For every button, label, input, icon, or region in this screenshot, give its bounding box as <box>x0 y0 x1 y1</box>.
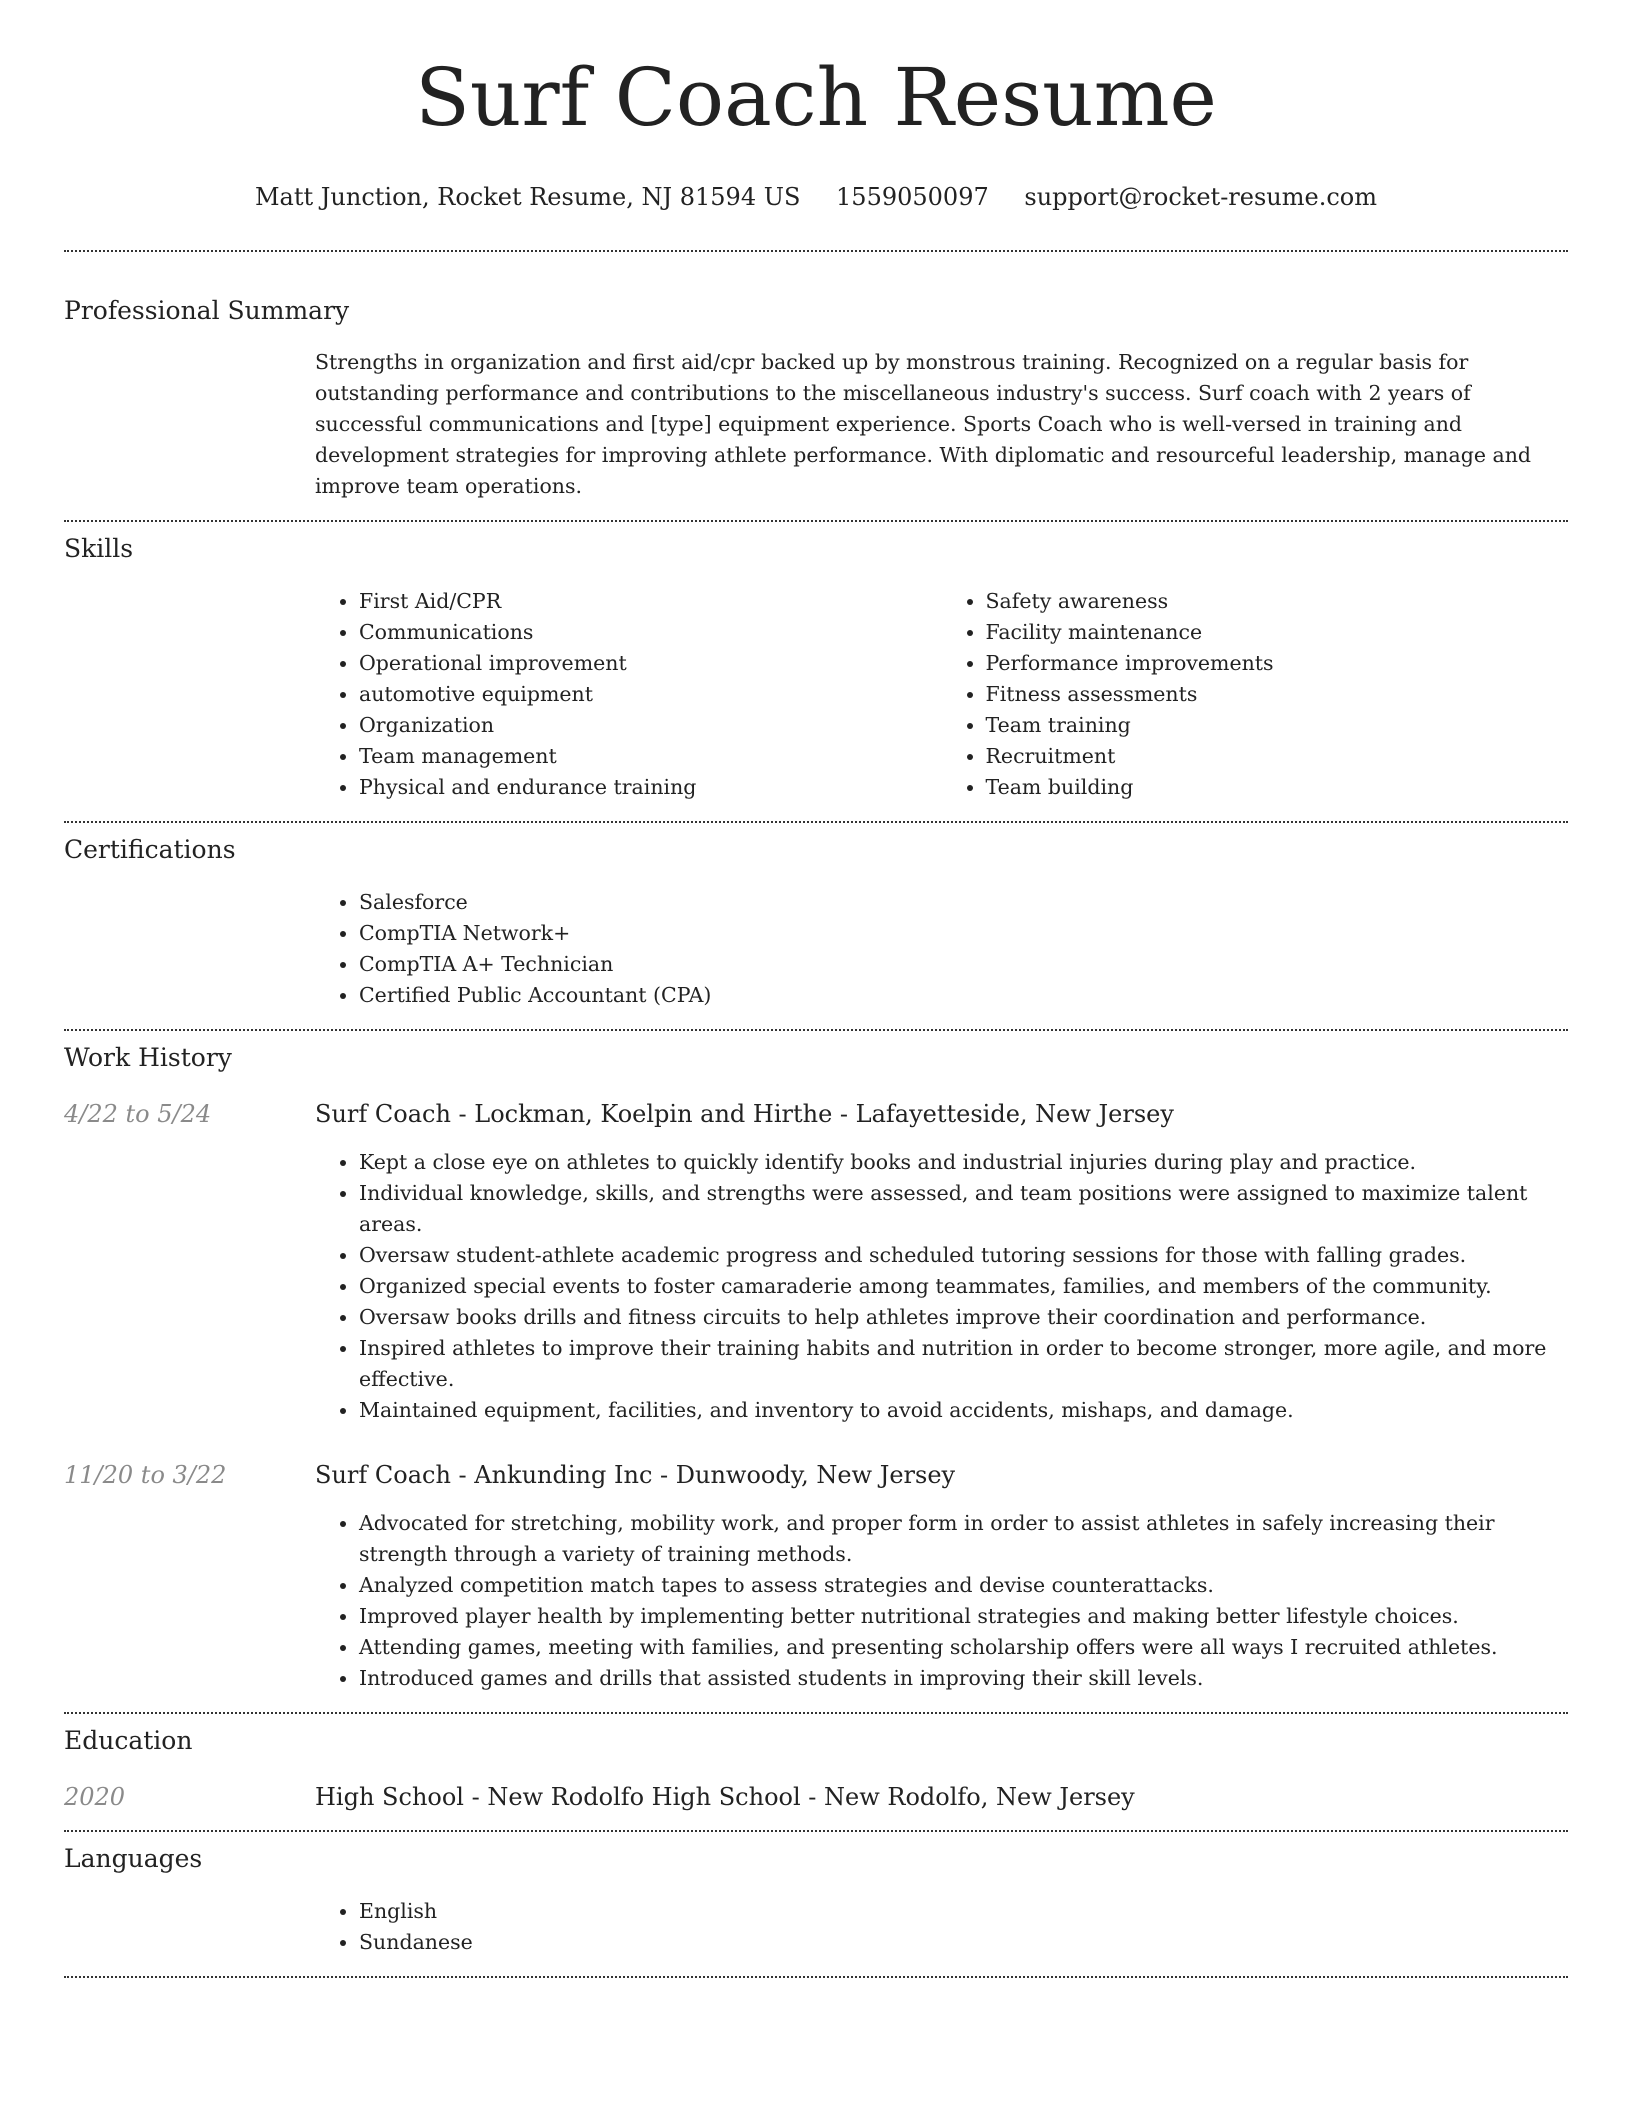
education-year: 2020 <box>64 1783 126 1811</box>
contact-email: support@rocket-resume.com <box>1024 183 1377 211</box>
list-item: • Team building <box>986 772 1569 803</box>
summary-text: Strengths in organization and first aid/cpr backed up by monstrous training. Recognized on a regular basis for outstanding performance and contributions to the miscellaneous industry's success. Surf coach with 2 years of successful communications and [type] equipment experience. Sports Coach who is well-versed in training and development strategies for improving athlete performance. With diplomatic and resourceful leadership, manage and improve team operations. <box>315 350 1532 498</box>
divider <box>64 1712 1568 1714</box>
list-item: • Facility maintenance <box>986 617 1569 648</box>
list-item: • Team management <box>359 741 942 772</box>
education-entry <box>64 1782 1568 1812</box>
work-history-heading: Work History <box>64 1043 232 1072</box>
list-item: • Maintained equipment, facilities, and inventory to avoid accidents, mishaps, and damage. <box>359 1395 1568 1426</box>
list-item: • Introduced games and drills that assisted students in improving their skill levels. <box>359 1663 1568 1694</box>
education-title: High School - New Rodolfo High School - New Rodolfo, New Jersey <box>315 1783 1135 1811</box>
list-item: • English <box>359 1896 1568 1927</box>
divider <box>64 1830 1568 1832</box>
summary-section <box>64 296 1568 502</box>
list-item: • Improved player health by implementing better nutritional strategies and making better lifestyle choices. <box>359 1601 1568 1632</box>
list-item: • Safety awareness <box>986 586 1569 617</box>
job-bullets <box>315 1508 1568 1694</box>
work-history-section <box>64 1043 1568 1694</box>
list-item: • Recruitment <box>986 741 1569 772</box>
job-bullets <box>315 1147 1568 1426</box>
certifications-section <box>64 835 1568 1011</box>
job-entry <box>64 1099 1568 1426</box>
summary-heading: Professional Summary <box>64 296 350 325</box>
divider <box>64 1029 1568 1031</box>
list-item: • Sundanese <box>359 1927 1568 1958</box>
job-entry <box>64 1460 1568 1694</box>
list-item: • Individual knowledge, skills, and strengths were assessed, and team positions were assigned to maximize talent areas. <box>359 1178 1568 1240</box>
resume-page <box>64 0 1568 1978</box>
list-item: • Organization <box>359 710 942 741</box>
list-item: • Oversaw student-athlete academic progress and scheduled tutoring sessions for those with falling grades. <box>359 1240 1568 1271</box>
divider <box>64 821 1568 823</box>
list-item: • Analyzed competition match tapes to assess strategies and devise counterattacks. <box>359 1570 1568 1601</box>
divider <box>64 250 1568 252</box>
list-item: • Fitness assessments <box>986 679 1569 710</box>
list-item: • CompTIA Network+ <box>359 918 1568 949</box>
skills-list <box>315 586 1568 803</box>
job-title: Surf Coach - Lockman, Koelpin and Hirthe - Lafayetteside, New Jersey <box>315 1100 1174 1128</box>
languages-list <box>315 1896 1568 1958</box>
list-item: • Performance improvements <box>986 648 1569 679</box>
contact-address: Matt Junction, Rocket Resume, NJ 81594 US <box>254 183 801 211</box>
divider <box>64 1976 1568 1978</box>
job-dates: 11/20 to 3/22 <box>64 1461 227 1489</box>
skills-column-left <box>315 586 942 803</box>
list-item: • Organized special events to foster camaraderie among teammates, families, and members of the community. <box>359 1271 1568 1302</box>
job-title: Surf Coach - Ankunding Inc - Dunwoody, New Jersey <box>315 1461 956 1489</box>
contact-line <box>64 182 1568 212</box>
list-item: • Team training <box>986 710 1569 741</box>
contact-phone: 1559050097 <box>836 183 989 211</box>
divider <box>64 520 1568 522</box>
list-item: • First Aid/CPR <box>359 586 942 617</box>
job-dates: 4/22 to 5/24 <box>64 1100 212 1128</box>
list-item: • Oversaw books drills and fitness circuits to help athletes improve their coordination and performance. <box>359 1302 1568 1333</box>
education-heading: Education <box>64 1726 193 1755</box>
education-section <box>64 1726 1568 1812</box>
certifications-heading: Certifications <box>64 835 236 864</box>
page-title: Surf Coach Resume <box>415 51 1217 144</box>
list-item: • Attending games, meeting with families, and presenting scholarship offers were all ways I recruited athletes. <box>359 1632 1568 1663</box>
skills-heading: Skills <box>64 534 134 563</box>
list-item: • Operational improvement <box>359 648 942 679</box>
list-item: • automotive equipment <box>359 679 942 710</box>
list-item: • Salesforce <box>359 887 1568 918</box>
certifications-list <box>315 887 1568 1011</box>
list-item: • Advocated for stretching, mobility work, and proper form in order to assist athletes in safely increasing their strength through a variety of training methods. <box>359 1508 1568 1570</box>
list-item: • Kept a close eye on athletes to quickly identify books and industrial injuries during play and practice. <box>359 1147 1568 1178</box>
skills-section <box>64 534 1568 803</box>
skills-column-right <box>942 586 1569 803</box>
languages-heading: Languages <box>64 1844 203 1873</box>
list-item: • Physical and endurance training <box>359 772 942 803</box>
list-item: • CompTIA A+ Technician <box>359 949 1568 980</box>
languages-section <box>64 1844 1568 1958</box>
list-item: • Certified Public Accountant (CPA) <box>359 980 1568 1011</box>
list-item: • Inspired athletes to improve their training habits and nutrition in order to become stronger, more agile, and more effective. <box>359 1333 1568 1395</box>
list-item: • Communications <box>359 617 942 648</box>
